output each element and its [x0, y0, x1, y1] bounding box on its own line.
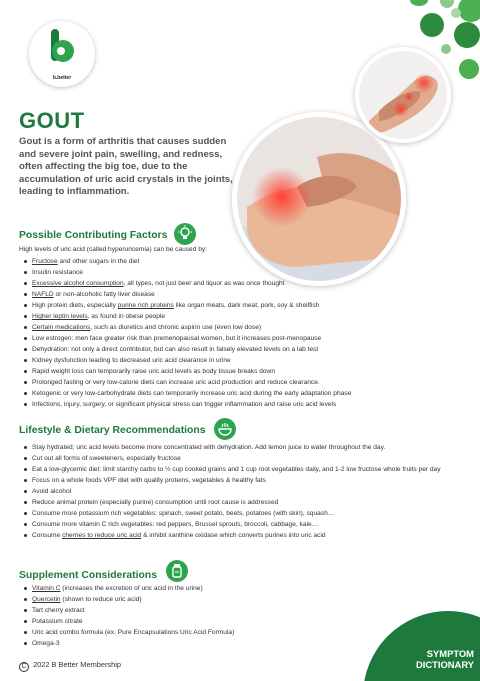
list-item: [24, 442, 441, 453]
decor-dot: [454, 22, 480, 48]
item-text: Ketogenic or very low-carbohydrate diets can temporarily increase uric acid during the early adaptation phase: [32, 390, 352, 397]
list-item: [24, 355, 351, 366]
decor-dot: [410, 0, 428, 6]
page-title: GOUT: [19, 108, 85, 133]
item-text: Avoid alcohol: [32, 488, 72, 495]
item-text: (increases the excretion of uric acid in the urine): [60, 585, 203, 592]
factors-list: [24, 256, 351, 410]
item-link[interactable]: Excessive alcohol consumption: [32, 280, 124, 287]
list-item: [24, 278, 351, 289]
item-text: Tart cherry extract: [32, 607, 85, 614]
corner-line-2: DICTIONARY: [416, 659, 474, 670]
item-text: Kidney dysfunction leading to decreased uric acid clearance in urine: [32, 357, 231, 364]
item-text: , as found in obese people: [87, 313, 166, 320]
list-item: [24, 594, 234, 605]
item-link[interactable]: purine rich proteins: [117, 302, 174, 309]
item-text: Infections, injury, surgery, or significant physical stress can trigger inflammation and raise uric acid levels: [32, 401, 337, 408]
factors-lead: High levels of uric acid (called hyperuricemia) can be caused by:: [19, 246, 208, 253]
item-text: Low estrogen: men face greater risk than premenopausal women, but it increases post-menopause: [32, 335, 322, 342]
item-text: or non-alcoholic fatty liver disease: [53, 291, 155, 298]
item-text: Focus on a whole foods VPF diet with quality proteins, vegetables & healthy fats: [32, 477, 266, 484]
list-item: [24, 453, 441, 464]
list-item: [24, 333, 351, 344]
decor-dot: [440, 0, 454, 8]
item-text: Omega-3: [32, 640, 60, 647]
item-text: Consume: [32, 532, 63, 539]
brand-logo: [29, 21, 95, 87]
item-link[interactable]: NAFLD: [32, 291, 54, 298]
list-item: [24, 583, 234, 594]
list-item: [24, 289, 351, 300]
copyright-icon: C: [19, 662, 29, 672]
item-text: Eat a low-glycemic diet: limit starchy carbs to ½ cup cooked grains and 1 cup root vegetables daily, and 1-2 low fructose whole fruits per day: [32, 466, 441, 473]
list-item: [24, 267, 351, 278]
decor-dot: [441, 44, 451, 54]
decor-dot: [458, 0, 480, 22]
supplement-bottle-icon: [166, 560, 188, 582]
supplements-list: [24, 583, 234, 649]
list-item: [24, 256, 351, 267]
list-item: [24, 486, 441, 497]
list-item: [24, 464, 441, 475]
item-text: (shown to reduce uric acid): [60, 596, 142, 603]
list-item: [24, 300, 351, 311]
list-item: [24, 475, 441, 486]
list-item: [24, 638, 234, 649]
corner-line-1: SYMPTOM: [426, 648, 474, 659]
list-item: [24, 322, 351, 333]
item-text: Dehydration: not only a direct contributor, but can also result in falsely elevated levels on a lab test: [32, 346, 319, 353]
lifestyle-heading: Lifestyle & Dietary Recommendations: [19, 425, 206, 436]
list-item: [24, 366, 351, 377]
item-text: like organ meats, dark meat, pork, soy & shellfish: [173, 302, 320, 309]
item-text: Uric acid combo formula (ex. Pure Encapsulations Uric Acid Formula): [32, 629, 235, 636]
item-link[interactable]: cherries to reduce uric acid: [62, 532, 142, 539]
intro-text: Gout is a form of arthritis that causes sudden and severe joint pain, swelling, and redness, often affecting the big toe, due to the accumulation of uric acid crystals in the joints, leading to inflammation.: [19, 136, 233, 198]
list-item: [24, 605, 234, 616]
factors-heading: Possible Contributing Factors: [19, 230, 168, 241]
decor-dot: [420, 13, 444, 37]
list-item: [24, 616, 234, 627]
list-item: [24, 497, 441, 508]
hand-pain-photo: [355, 47, 451, 143]
item-text: and other sugars in the diet: [57, 258, 140, 265]
b-logo-icon: [49, 27, 75, 65]
item-text: & inhibit xanthine oxidase which converts purines into uric acid: [141, 532, 326, 539]
list-item: [24, 311, 351, 322]
food-bowl-icon: [214, 418, 236, 440]
item-link[interactable]: Vitamin C: [32, 585, 61, 592]
list-item: [24, 508, 441, 519]
list-item: [24, 399, 351, 410]
list-item: [24, 377, 351, 388]
item-link[interactable]: Certain medications: [32, 324, 91, 331]
lightbulb-icon: [174, 223, 196, 245]
item-text: Reduce animal protein (especially purine) consumption until root cause is addressed: [32, 499, 279, 506]
item-text: Rapid weight loss can temporarily raise uric acid levels as body tissue breaks down: [32, 368, 275, 375]
item-text: Consume more vitamin C rich vegetables: red peppers, Brussel sprouts, broccoli, cabbage, kale…: [32, 521, 319, 528]
item-text: , all types, not just beer and liquor as was once thought: [123, 280, 285, 287]
item-link[interactable]: Fructose: [32, 258, 58, 265]
item-link[interactable]: Higher leptin levels: [32, 313, 88, 320]
item-text: Stay hydrated; uric acid levels become more concentrated with dehydration. Add lemon juice to water throughout the day.: [32, 444, 386, 451]
footer: [19, 660, 121, 672]
item-text: Cut out all forms of sweeteners, especially fructose: [32, 455, 181, 462]
list-item: [24, 344, 351, 355]
item-text: High protein diets, especially: [32, 302, 118, 309]
footer-text: 2022 B Better Membership: [33, 660, 121, 669]
item-text: Potassium citrate: [32, 618, 83, 625]
item-link[interactable]: Quercetin: [32, 596, 61, 603]
item-text: Prolonged fasting or very low-calorie diets can increase uric acid production and reduce clearance.: [32, 379, 320, 386]
corner-badge: [363, 611, 480, 681]
decor-dot: [451, 8, 461, 18]
list-item: [24, 519, 441, 530]
list-item: [24, 627, 234, 638]
decor-dot: [459, 59, 479, 79]
supplements-heading: Supplement Considerations: [19, 570, 157, 581]
item-text: , such as diuretics and chronic aspirin use (even low dose): [90, 324, 262, 331]
item-text: Consume more potassium rich vegetables: spinach, sweet potato, beets, potatoes (with skin), squash…: [32, 510, 335, 517]
lifestyle-list: [24, 442, 441, 541]
list-item: [24, 530, 441, 541]
item-text: Insulin resistance: [32, 269, 83, 276]
corner-label: [388, 648, 474, 670]
list-item: [24, 388, 351, 399]
logo-text: b.better: [52, 75, 72, 81]
